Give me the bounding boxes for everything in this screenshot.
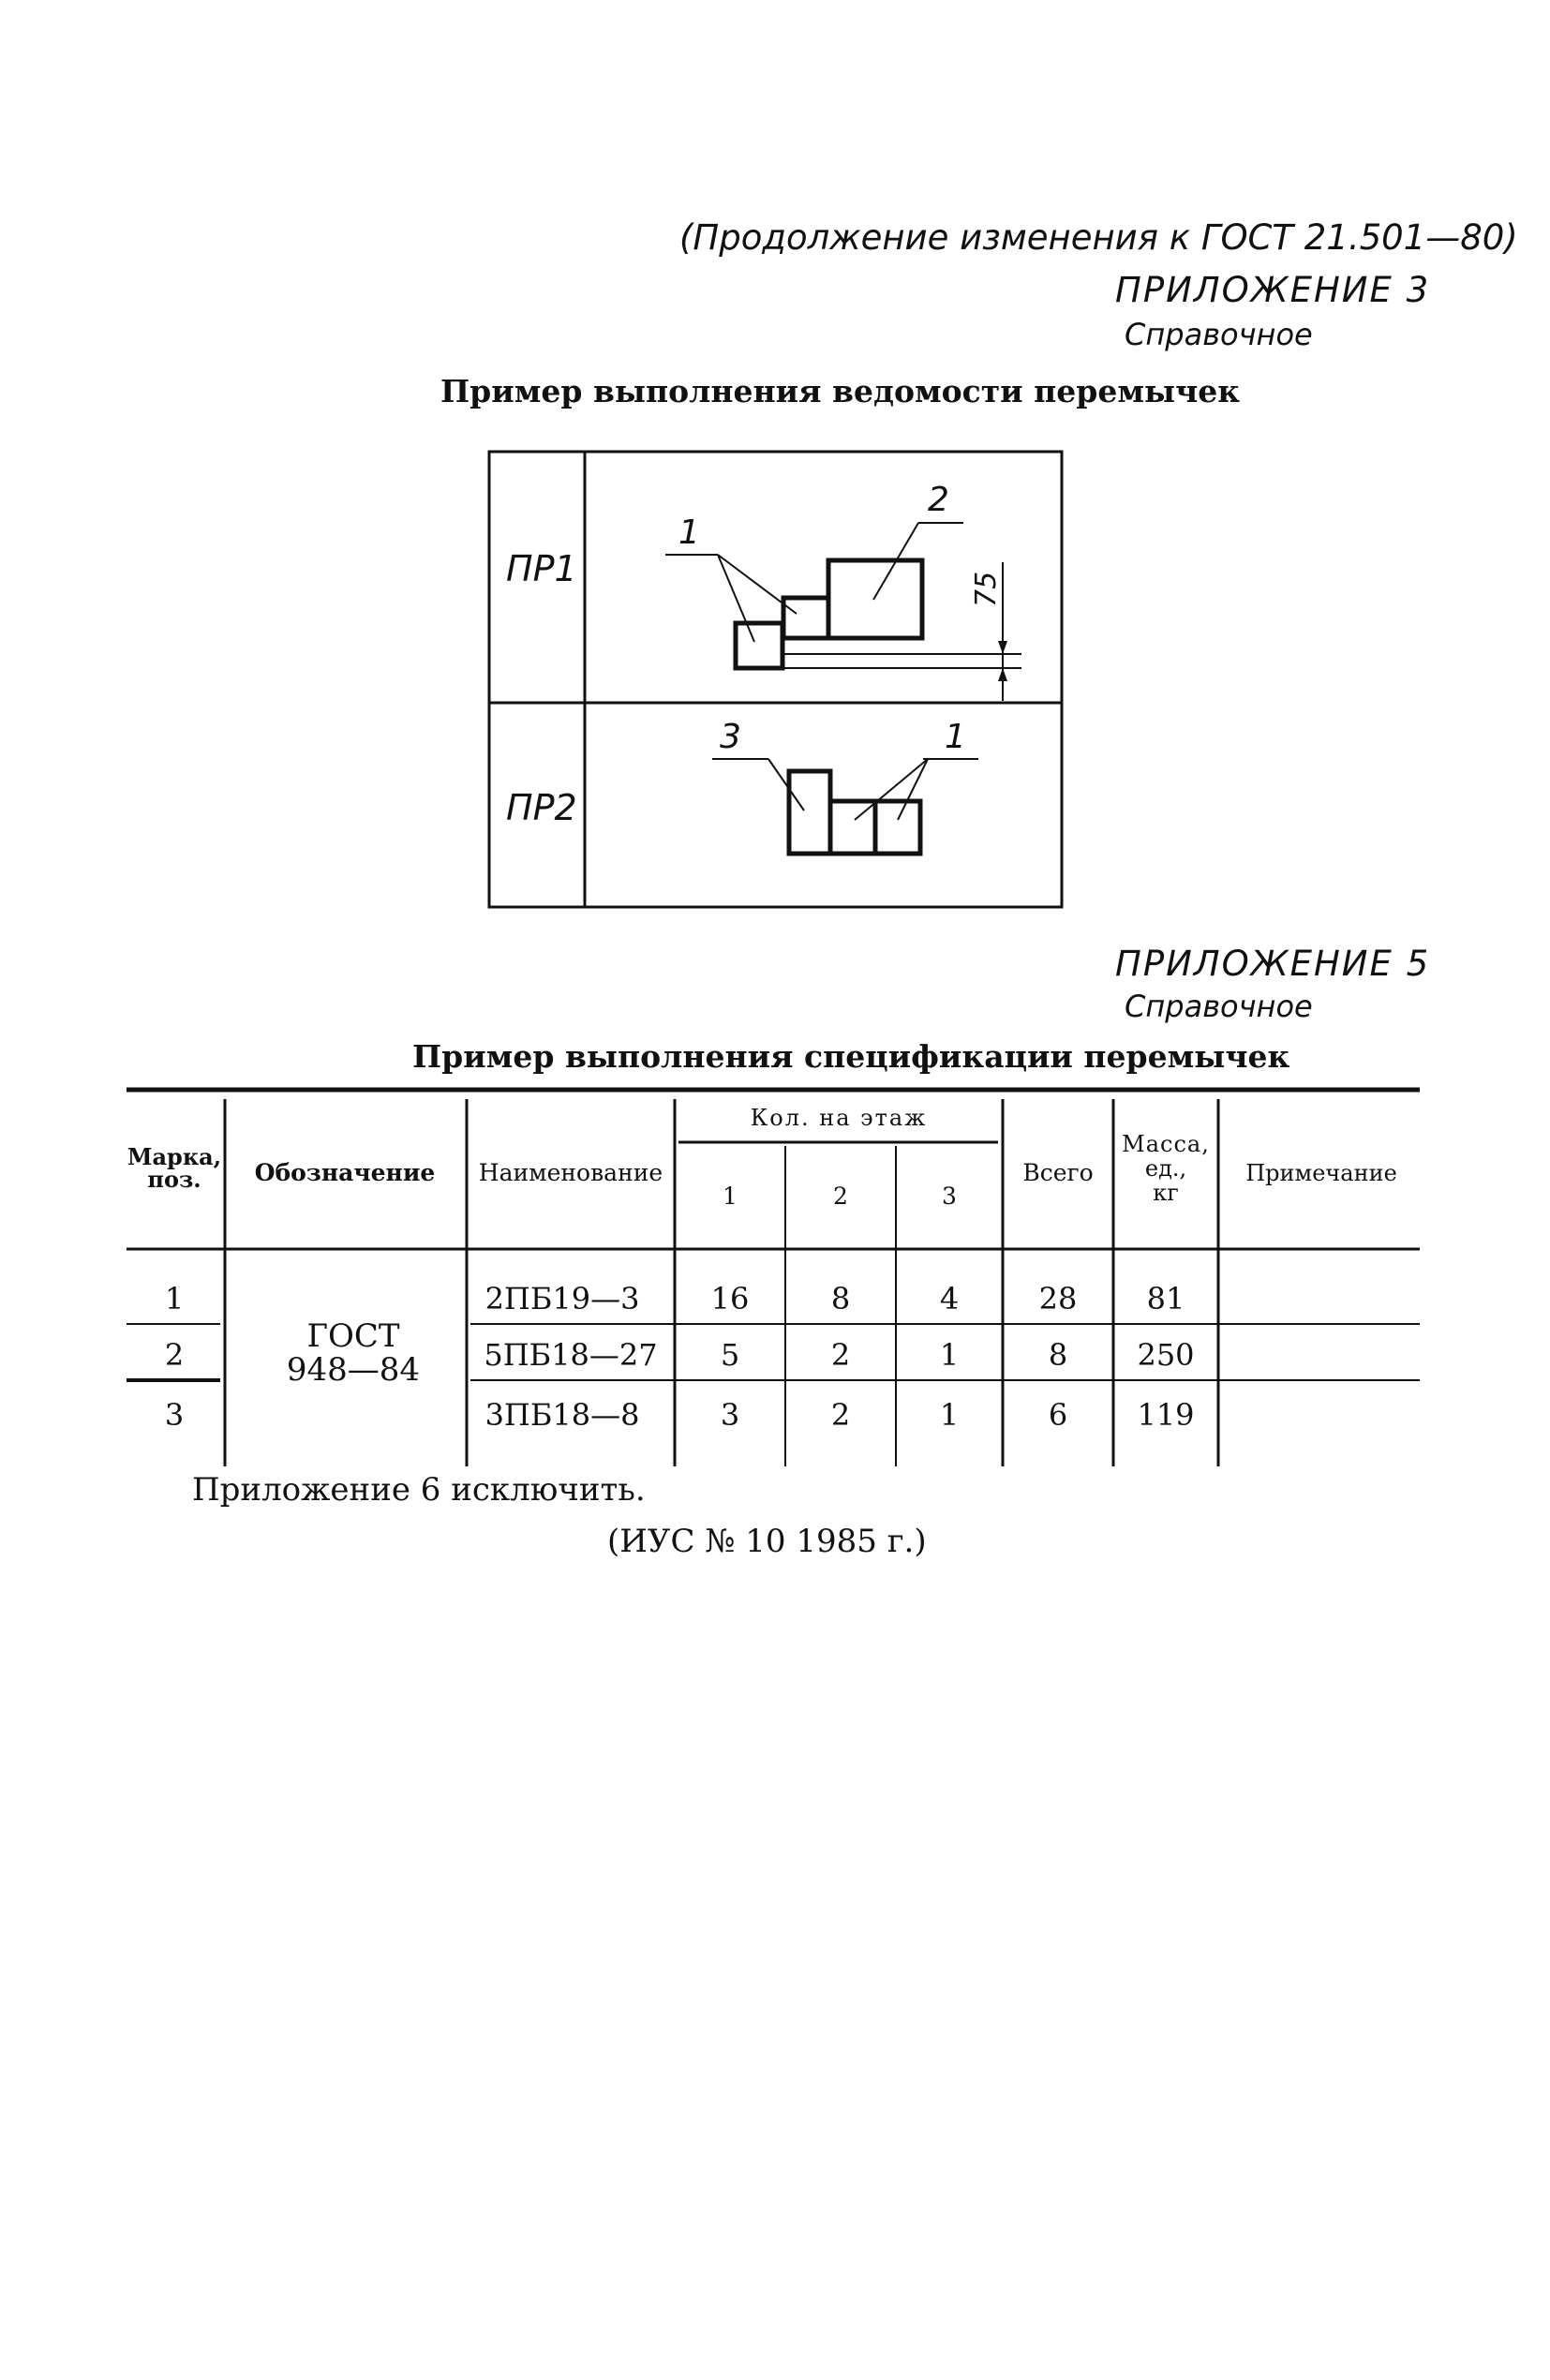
cell-mark: 2 xyxy=(164,1337,185,1373)
hdr-qty-group: Кол. на этаж xyxy=(750,1105,928,1131)
hdr-floor-2: 2 xyxy=(833,1183,848,1210)
row-label-pr1: ПР1 xyxy=(506,548,577,589)
continuation-note: (Продолжение изменения к ГОСТ 21.501—80) xyxy=(679,217,1518,258)
cell-floor-3: 4 xyxy=(939,1281,960,1316)
cell-name: 3ПБ18—8 xyxy=(484,1397,640,1433)
cell-mark: 3 xyxy=(164,1397,185,1433)
cell-name: 2ПБ19—3 xyxy=(484,1281,640,1316)
appendix-5-title: ПРИЛОЖЕНИЕ 5 xyxy=(1115,944,1431,984)
hdr-mass-2: ед., xyxy=(1144,1155,1187,1182)
hdr-floor-3: 3 xyxy=(942,1183,957,1210)
cell-total: 6 xyxy=(1048,1397,1068,1433)
hdr-mark-2: поз. xyxy=(147,1166,201,1193)
cell-name: 5ПБ18—27 xyxy=(484,1337,658,1373)
dimension-75: 75 xyxy=(970,571,1003,607)
cell-floor-3: 1 xyxy=(939,1397,960,1433)
callouts-pr2 xyxy=(712,718,978,820)
lintel-schedule-drawing xyxy=(487,450,1064,909)
appendix-3-title: ПРИЛОЖЕНИЕ 3 xyxy=(1115,270,1431,310)
callout-1-pr2: 1 xyxy=(945,718,966,756)
cell-mark: 1 xyxy=(164,1281,185,1316)
hdr-note: Примечание xyxy=(1245,1160,1397,1186)
cell-floor-2: 8 xyxy=(830,1281,851,1316)
appendix-5-subtitle: Справочное xyxy=(1125,989,1313,1024)
cell-floor-3: 1 xyxy=(939,1337,960,1373)
cell-floor-1: 16 xyxy=(710,1281,750,1316)
designation-line-2: 948—84 xyxy=(286,1351,421,1389)
cell-mass: 250 xyxy=(1137,1337,1195,1373)
hdr-designation: Обозначение xyxy=(254,1159,436,1186)
source-note: (ИУС № 10 1985 г.) xyxy=(607,1523,927,1560)
cell-mass: 119 xyxy=(1137,1397,1195,1433)
cell-floor-2: 2 xyxy=(830,1397,851,1433)
hdr-mass-3: кг xyxy=(1153,1180,1179,1206)
exclude-appendix-note: Приложение 6 исключить. xyxy=(192,1471,646,1509)
appendix-5-heading: Пример выполнения спецификации перемычек xyxy=(412,1038,1290,1075)
lintel-section-pr1 xyxy=(736,560,1021,701)
hdr-floor-1: 1 xyxy=(723,1183,738,1210)
hdr-name: Наименование xyxy=(478,1159,663,1186)
hdr-total: Всего xyxy=(1022,1159,1094,1186)
cell-floor-1: 3 xyxy=(720,1397,740,1433)
appendix-3-heading: Пример выполнения ведомости перемычек xyxy=(440,373,1241,409)
designation-line-1: ГОСТ xyxy=(306,1317,400,1355)
lintel-specification-table xyxy=(122,1082,1420,1476)
cell-mass: 81 xyxy=(1146,1281,1185,1316)
callout-1: 1 xyxy=(678,513,700,552)
cell-total: 28 xyxy=(1038,1281,1078,1316)
callout-3: 3 xyxy=(720,718,741,756)
row-label-pr2: ПР2 xyxy=(506,787,577,828)
hdr-mark-1: Марка, xyxy=(127,1143,222,1170)
table-row xyxy=(165,1397,1195,1433)
hdr-mass-1: Масса, xyxy=(1122,1131,1210,1157)
cell-floor-2: 2 xyxy=(830,1337,851,1373)
cell-floor-1: 5 xyxy=(720,1337,740,1373)
callout-2: 2 xyxy=(928,481,949,519)
appendix-3-subtitle: Справочное xyxy=(1125,317,1313,352)
cell-total: 8 xyxy=(1048,1337,1068,1373)
